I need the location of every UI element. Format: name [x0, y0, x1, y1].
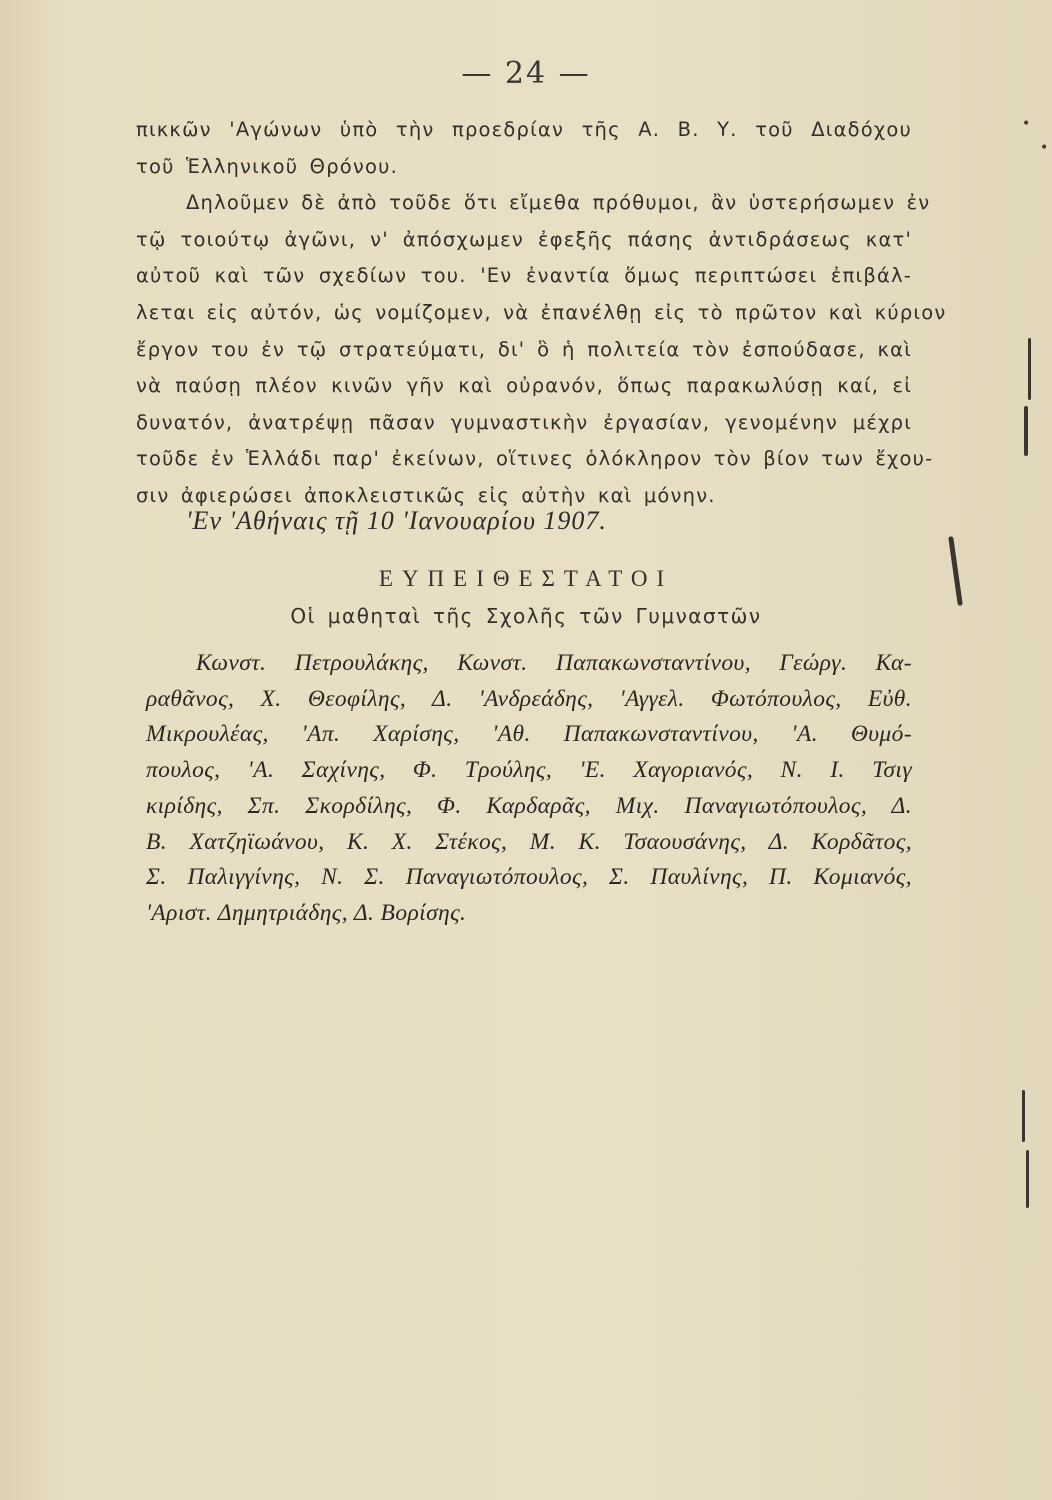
signatories-list — [146, 646, 912, 932]
paragraph-line: λεται εἰς αὐτόν, ὡς νομίζομεν, νὰ ἐπανέλθῃ εἰς τὸ πρῶτον καὶ κύριον — [136, 300, 947, 324]
signatories-subheading: Οἱ μαθηταὶ τῆς Σχολῆς τῶν Γυμναστῶν — [290, 604, 762, 628]
closing-heading: ΕΥΠΕΙΘΕΣΤΑΤΟΙ — [378, 566, 674, 591]
names-line: 'Αριστ. Δημητριάδης, Δ. Βορίσης. — [146, 899, 467, 926]
paragraph-line: τῷ τοιούτῳ ἀγῶνι, ν' ἀπόσχωμεν ἐφεξῆς πάσης ἀντιδράσεως κατ' — [136, 227, 912, 251]
names-line: κιρίδης, Σπ. Σκορδίλης, Φ. Καρδαρᾶς, Μιχ. Παναγιωτόπουλος, Δ. — [146, 792, 912, 819]
margin-mark — [1024, 406, 1028, 456]
page-number: — 24 — — [461, 56, 591, 91]
paragraph-line: δυνατόν, ἀνατρέψῃ πᾶσαν γυμναστικὴν ἐργασίαν, γενομένην μέχρι — [136, 410, 912, 434]
margin-mark — [1022, 1090, 1025, 1142]
margin-mark — [1028, 338, 1031, 400]
paragraph-line: ἔργον του ἐν τῷ στρατεύματι, δι' ὃ ἡ πολιτεία τὸν ἐσπούδασε, καὶ — [136, 337, 912, 361]
names-line: ραθᾶνος, Χ. Θεοφίλης, Δ. 'Ανδρεάδης, 'Αγγελ. Φωτόπουλος, Εὐθ. — [146, 685, 912, 712]
paragraph-line: τοῦδε ἐν Ἑλλάδι παρ' ἐκείνων, οἵτινες ὁλόκληρον τὸν βίον των ἔχου- — [136, 447, 934, 471]
names-line: Μικρουλέας, 'Απ. Χαρίσης, 'Αθ. Παπακωνσταντίνου, 'Α. Θυμό- — [146, 721, 912, 748]
paragraph-line: τοῦ Ἑλληνικοῦ Θρόνου. — [136, 154, 399, 178]
names-line: πουλος, 'Α. Σαχίνης, Φ. Τρούλης, 'Ε. Χαγοριανός, Ν. Ι. Τσιγ — [146, 757, 912, 784]
paragraph-line: σιν ἀφιερώσει ἀποκλειστικῶς εἰς αὐτὴν καὶ μόνην. — [136, 483, 716, 507]
margin-speck: • — [1040, 140, 1049, 156]
margin-speck: • — [1022, 116, 1031, 132]
names-line: Σ. Παλιγγίνης, Ν. Σ. Παναγιωτόπουλος, Σ. Παυλίνης, Π. Κομιανός, — [146, 864, 912, 891]
margin-mark — [1026, 1150, 1029, 1208]
names-line: Κωνστ. Πετρουλάκης, Κωνστ. Παπακωνσταντίνου, Γεώργ. Κα- — [196, 650, 912, 676]
paragraph-line: Δηλοῦμεν δὲ ἀπὸ τοῦδε ὅτι εἴμεθα πρόθυμοι, ἂν ὑστερήσωμεν ἐν — [186, 191, 931, 215]
names-line: Β. Χατζηϊωάνου, Κ. Χ. Στέκος, Μ. Κ. Τσαουσάνης, Δ. Κορδᾶτος, — [146, 828, 912, 855]
paragraph-line: αὐτοῦ καὶ τῶν σχεδίων του. 'Εν ἐναντία ὅμως περιπτώσει ἐπιβάλ- — [136, 264, 912, 288]
dateline: 'Εν 'Αθήναις τῇ 10 'Ιανουαρίου 1907. — [186, 506, 607, 535]
paragraph-line: πικκῶν 'Αγώνων ὑπὸ τὴν προεδρίαν τῆς Α. Β. Υ. τοῦ Διαδόχου — [136, 118, 912, 141]
body-paragraph — [136, 112, 947, 515]
paragraph-line: νὰ παύσῃ πλέον κινῶν γῆν καὶ οὐρανόν, ὅπως παρακωλύσῃ καί, εἰ — [136, 374, 912, 398]
